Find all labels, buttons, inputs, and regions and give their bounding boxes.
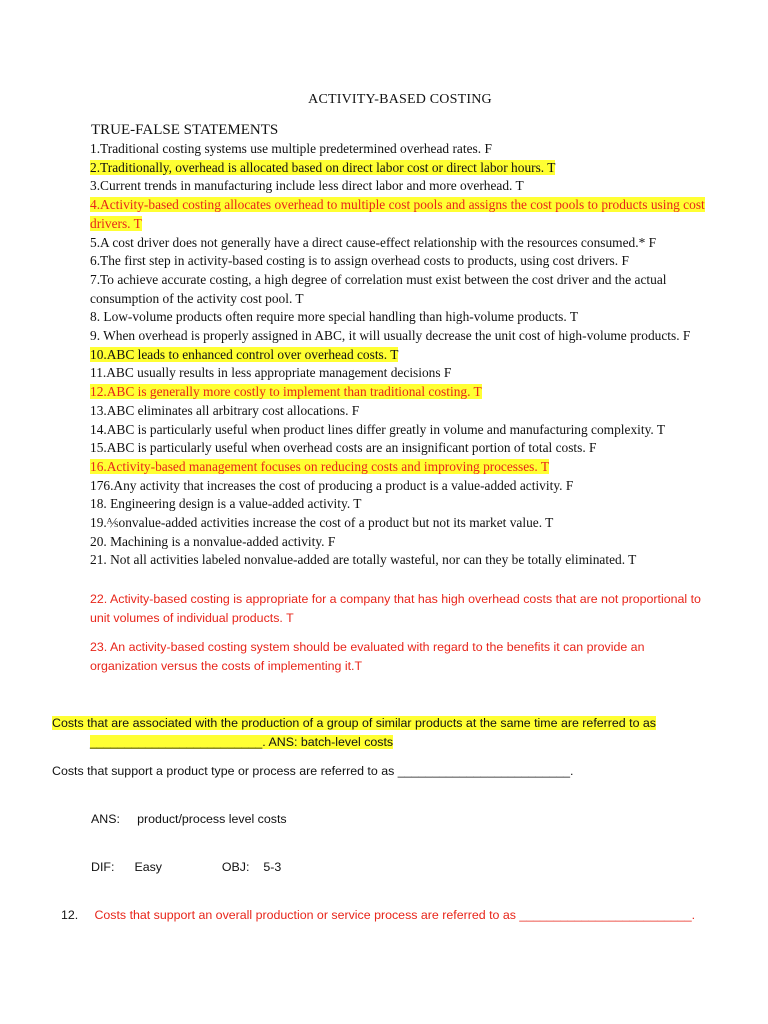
objective-value: 5-3 bbox=[263, 860, 282, 874]
statement-item bbox=[90, 458, 720, 477]
difficulty-label: DIF: bbox=[91, 860, 115, 874]
statement-text: 9. When overhead is properly assigned in ABC, it will usually decrease the unit cost of high-volume products. F bbox=[90, 328, 691, 344]
statement-item bbox=[90, 533, 720, 552]
statement-text: 14.ABC is particularly useful when product lines differ greatly in volume and manufacturing complexity. T bbox=[90, 421, 666, 437]
product-type-question: Costs that support a product type or process are referred to as _________________________. bbox=[52, 764, 574, 778]
statement-item bbox=[90, 271, 720, 308]
answer-row bbox=[91, 810, 287, 829]
question-12 bbox=[61, 906, 741, 925]
statement-text: 13.ABC eliminates all arbitrary cost allocations. F bbox=[90, 402, 360, 418]
statement-text: 10.ABC leads to enhanced control over overhead costs. T bbox=[90, 346, 399, 362]
statement-item bbox=[90, 196, 720, 233]
metadata-row bbox=[91, 858, 281, 877]
statement-item bbox=[90, 177, 720, 196]
statement-text: 5.A cost driver does not generally have a direct cause-effect relationship with the resources consumed.* F bbox=[90, 234, 657, 250]
statement-text: 16.Activity-based management focuses on reducing costs and improving processes. T bbox=[90, 458, 550, 474]
statement-text: 1.Traditional costing systems use multiple predetermined overhead rates. F bbox=[90, 141, 492, 156]
statement-item bbox=[90, 308, 720, 327]
statement-text: 19.⅍onvalue-added activities increase the cost of a product but not its market value. T bbox=[90, 515, 554, 531]
statement-text: 18. Engineering design is a value-added activity. T bbox=[90, 496, 362, 512]
statement-text: 8. Low-volume products often require more special handling than high-volume products. T bbox=[90, 309, 579, 325]
statement-item bbox=[90, 252, 720, 271]
page-title: ACTIVITY-BASED COSTING bbox=[308, 92, 492, 107]
statement-text: 7.To achieve accurate costing, a high degree of correlation must exist between the cost driver and the actual consumption of the activity cost pool. T bbox=[90, 271, 667, 306]
statement-item bbox=[90, 140, 720, 159]
batch-level-question bbox=[52, 714, 732, 752]
statement-item bbox=[90, 551, 720, 570]
batch-question-line2: _________________________. ANS: batch-level costs bbox=[90, 735, 394, 749]
answer-value: product/process level costs bbox=[137, 812, 287, 826]
statement-text: 21. Not all activities labeled nonvalue-added are totally wasteful, nor can they be totally eliminated. T bbox=[90, 552, 637, 568]
section-heading: TRUE-FALSE STATEMENTS bbox=[91, 122, 279, 138]
statement-item bbox=[90, 477, 720, 496]
statement-item bbox=[90, 495, 720, 514]
statement-item bbox=[90, 421, 720, 440]
answer-label: ANS: bbox=[91, 812, 120, 826]
statement-item bbox=[90, 159, 720, 178]
batch-question-line1: Costs that are associated with the production of a group of similar products at the same time are referred to as bbox=[52, 716, 657, 730]
statement-text: 176.Any activity that increases the cost of producing a product is a value-added activity. F bbox=[90, 477, 574, 493]
statement-item bbox=[90, 402, 720, 421]
statement-text: 20. Machining is a nonvalue-added activity. F bbox=[90, 533, 336, 549]
true-false-list bbox=[90, 140, 720, 570]
question-23: 23. An activity-based costing system should be evaluated with regard to the benefits it can provide an organization versus the costs of implementing it.T bbox=[90, 640, 645, 673]
statement-text: 2.Traditionally, overhead is allocated based on direct labor cost or direct labor hours. T bbox=[90, 159, 556, 175]
statement-item bbox=[90, 346, 720, 365]
statement-text: 3.Current trends in manufacturing include less direct labor and more overhead. T bbox=[90, 178, 524, 194]
statement-text: 6.The first step in activity-based costing is to assign overhead costs to products, using cost drivers. F bbox=[90, 253, 629, 269]
difficulty-value: Easy bbox=[134, 860, 162, 874]
statement-text: 11.ABC usually results in less appropriate management decisions F bbox=[90, 365, 452, 381]
statement-item bbox=[90, 383, 720, 402]
objective-label: OBJ: bbox=[221, 860, 250, 874]
statement-item bbox=[90, 364, 720, 383]
statement-item bbox=[90, 439, 720, 458]
question-22: 22. Activity-based costing is appropriate for a company that has high overhead costs that are not proportional to unit volumes of individual products. T bbox=[90, 592, 701, 625]
statement-text: 15.ABC is particularly useful when overhead costs are an insignificant portion of total costs. F bbox=[90, 440, 597, 456]
question-12-number: 12. bbox=[61, 908, 79, 922]
question-12-text: Costs that support an overall production or service process are referred to as _________________________. bbox=[94, 908, 696, 922]
statement-item bbox=[90, 514, 720, 533]
statement-item bbox=[90, 234, 720, 253]
statement-text: 4.Activity-based costing allocates overhead to multiple cost pools and assigns the cost pools to products using cost drivers. T bbox=[90, 197, 705, 231]
statement-item bbox=[90, 327, 720, 346]
statement-text: 12.ABC is generally more costly to implement than traditional costing. T bbox=[90, 384, 482, 400]
